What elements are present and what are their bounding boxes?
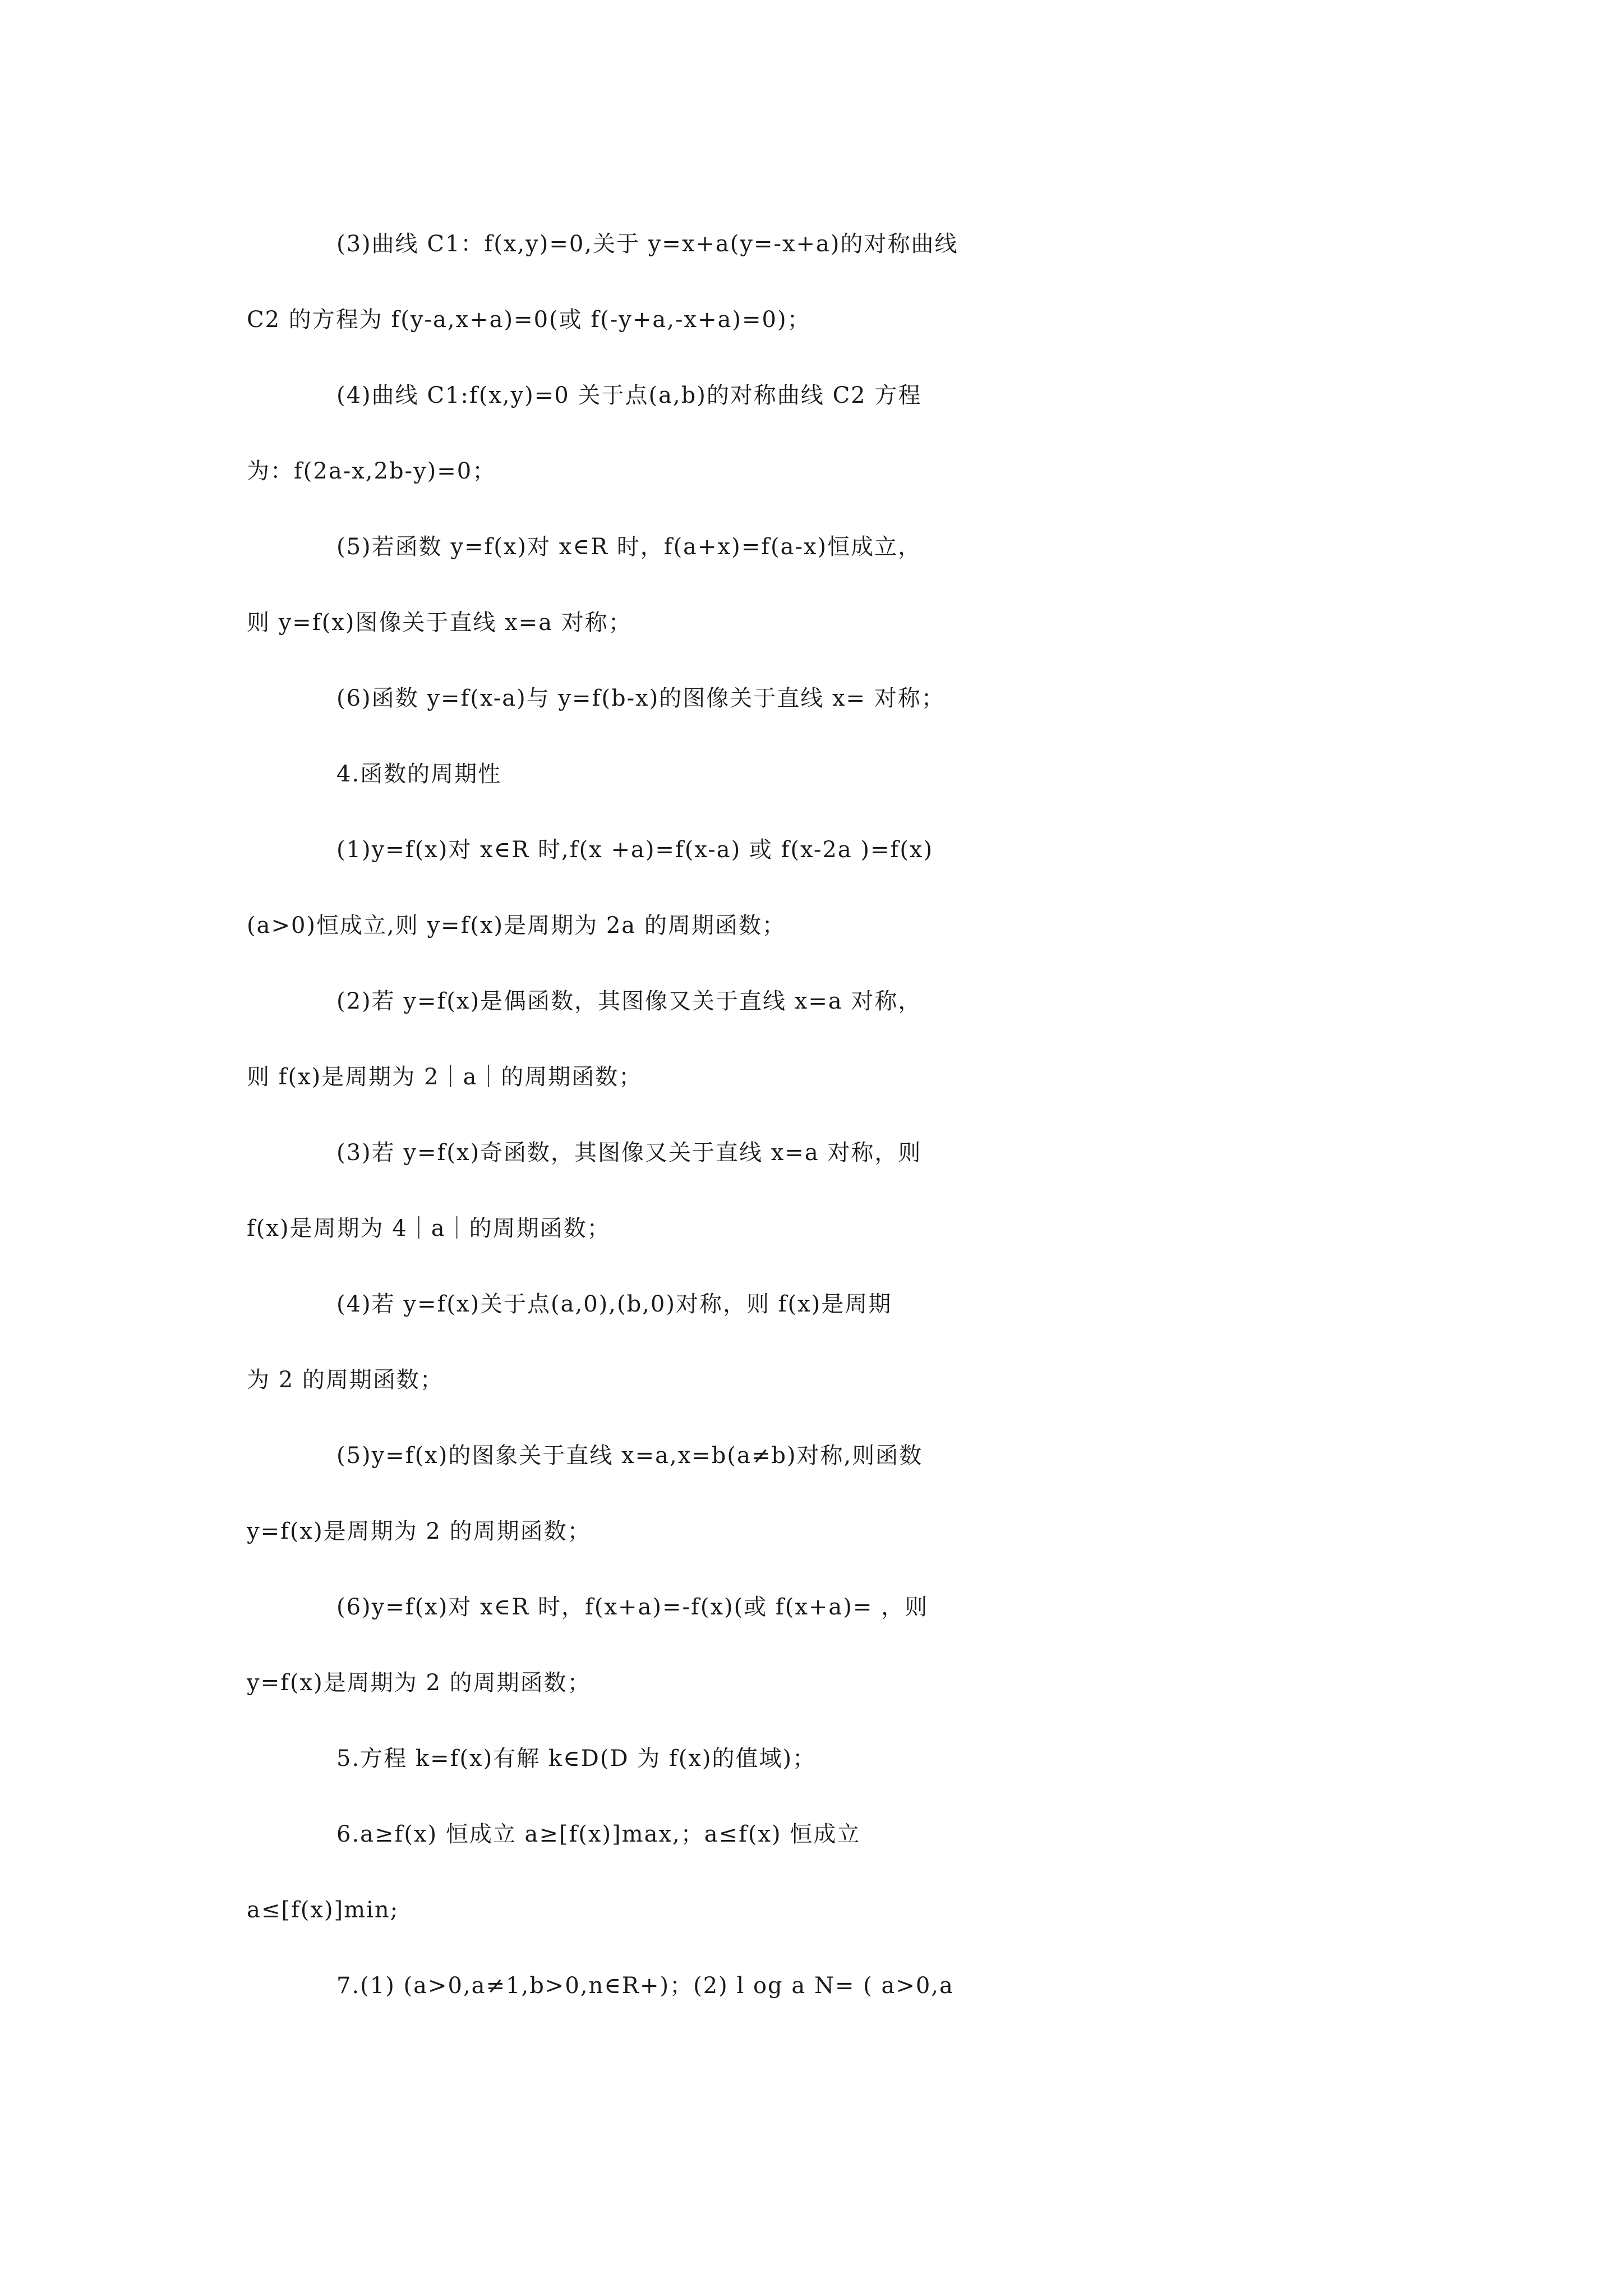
text-line: 为 2 的周期函数； (247, 1367, 444, 1393)
text-line: (a>0)恒成立,则 y=f(x)是周期为 2a 的周期函数； (247, 913, 786, 938)
text-line: (5)若函数 y=f(x)对 x∈R 时，f(a+x)=f(a-x)恒成立， (336, 534, 922, 560)
section-heading: 4.函数的周期性 (336, 761, 502, 787)
text-line: 7.(1) (a>0,a≠1,b>0,n∈R+)；(2) l og a N= ( a>0,a (336, 1973, 954, 1999)
text-line: 则 f(x)是周期为 2｜a｜的周期函数； (247, 1064, 643, 1090)
text-line: (5)y=f(x)的图象关于直线 x=a,x=b(a≠b)对称,则函数 (336, 1443, 923, 1469)
text-line: f(x)是周期为 4｜a｜的周期函数； (247, 1216, 611, 1241)
text-line: 5.方程 k=f(x)有解 k∈D(D 为 f(x)的值域)； (336, 1746, 817, 1772)
text-line: a≤[f(x)]min; (247, 1897, 399, 1923)
text-line: (6)函数 y=f(x-a)与 y=f(b-x)的图像关于直线 x= 对称； (336, 685, 945, 711)
text-line: (3)若 y=f(x)奇函数，其图像又关于直线 x=a 对称，则 (336, 1140, 922, 1166)
text-line: (3)曲线 C1：f(x,y)=0,关于 y=x+a(y=-x+a)的对称曲线 (336, 231, 958, 257)
text-line: (1)y=f(x)对 x∈R 时,f(x +a)=f(x-a) 或 f(x-2a )=f(x) (336, 837, 934, 863)
text-line: 则 y=f(x)图像关于直线 x=a 对称； (247, 610, 632, 636)
text-line: (6)y=f(x)对 x∈R 时，f(x+a)=-f(x)(或 f(x+a)= ，则 (336, 1594, 929, 1620)
text-line: y=f(x)是周期为 2 的周期函数； (247, 1670, 591, 1696)
text-line: (4)曲线 C1:f(x,y)=0 关于点(a,b)的对称曲线 C2 方程 (336, 383, 922, 408)
text-line: y=f(x)是周期为 2 的周期函数； (247, 1519, 591, 1544)
text-line: C2 的方程为 f(y-a,x+a)=0(或 f(-y+a,-x+a)=0)； (247, 307, 811, 333)
text-line: (4)若 y=f(x)关于点(a,0),(b,0)对称，则 f(x)是周期 (336, 1291, 892, 1317)
text-line: (2)若 y=f(x)是偶函数，其图像又关于直线 x=a 对称， (336, 988, 922, 1014)
text-line: 6.a≥f(x) 恒成立 a≥[f(x)]max,；a≤f(x) 恒成立 (336, 1821, 861, 1847)
text-line: 为：f(2a-x,2b-y)=0； (247, 458, 496, 484)
